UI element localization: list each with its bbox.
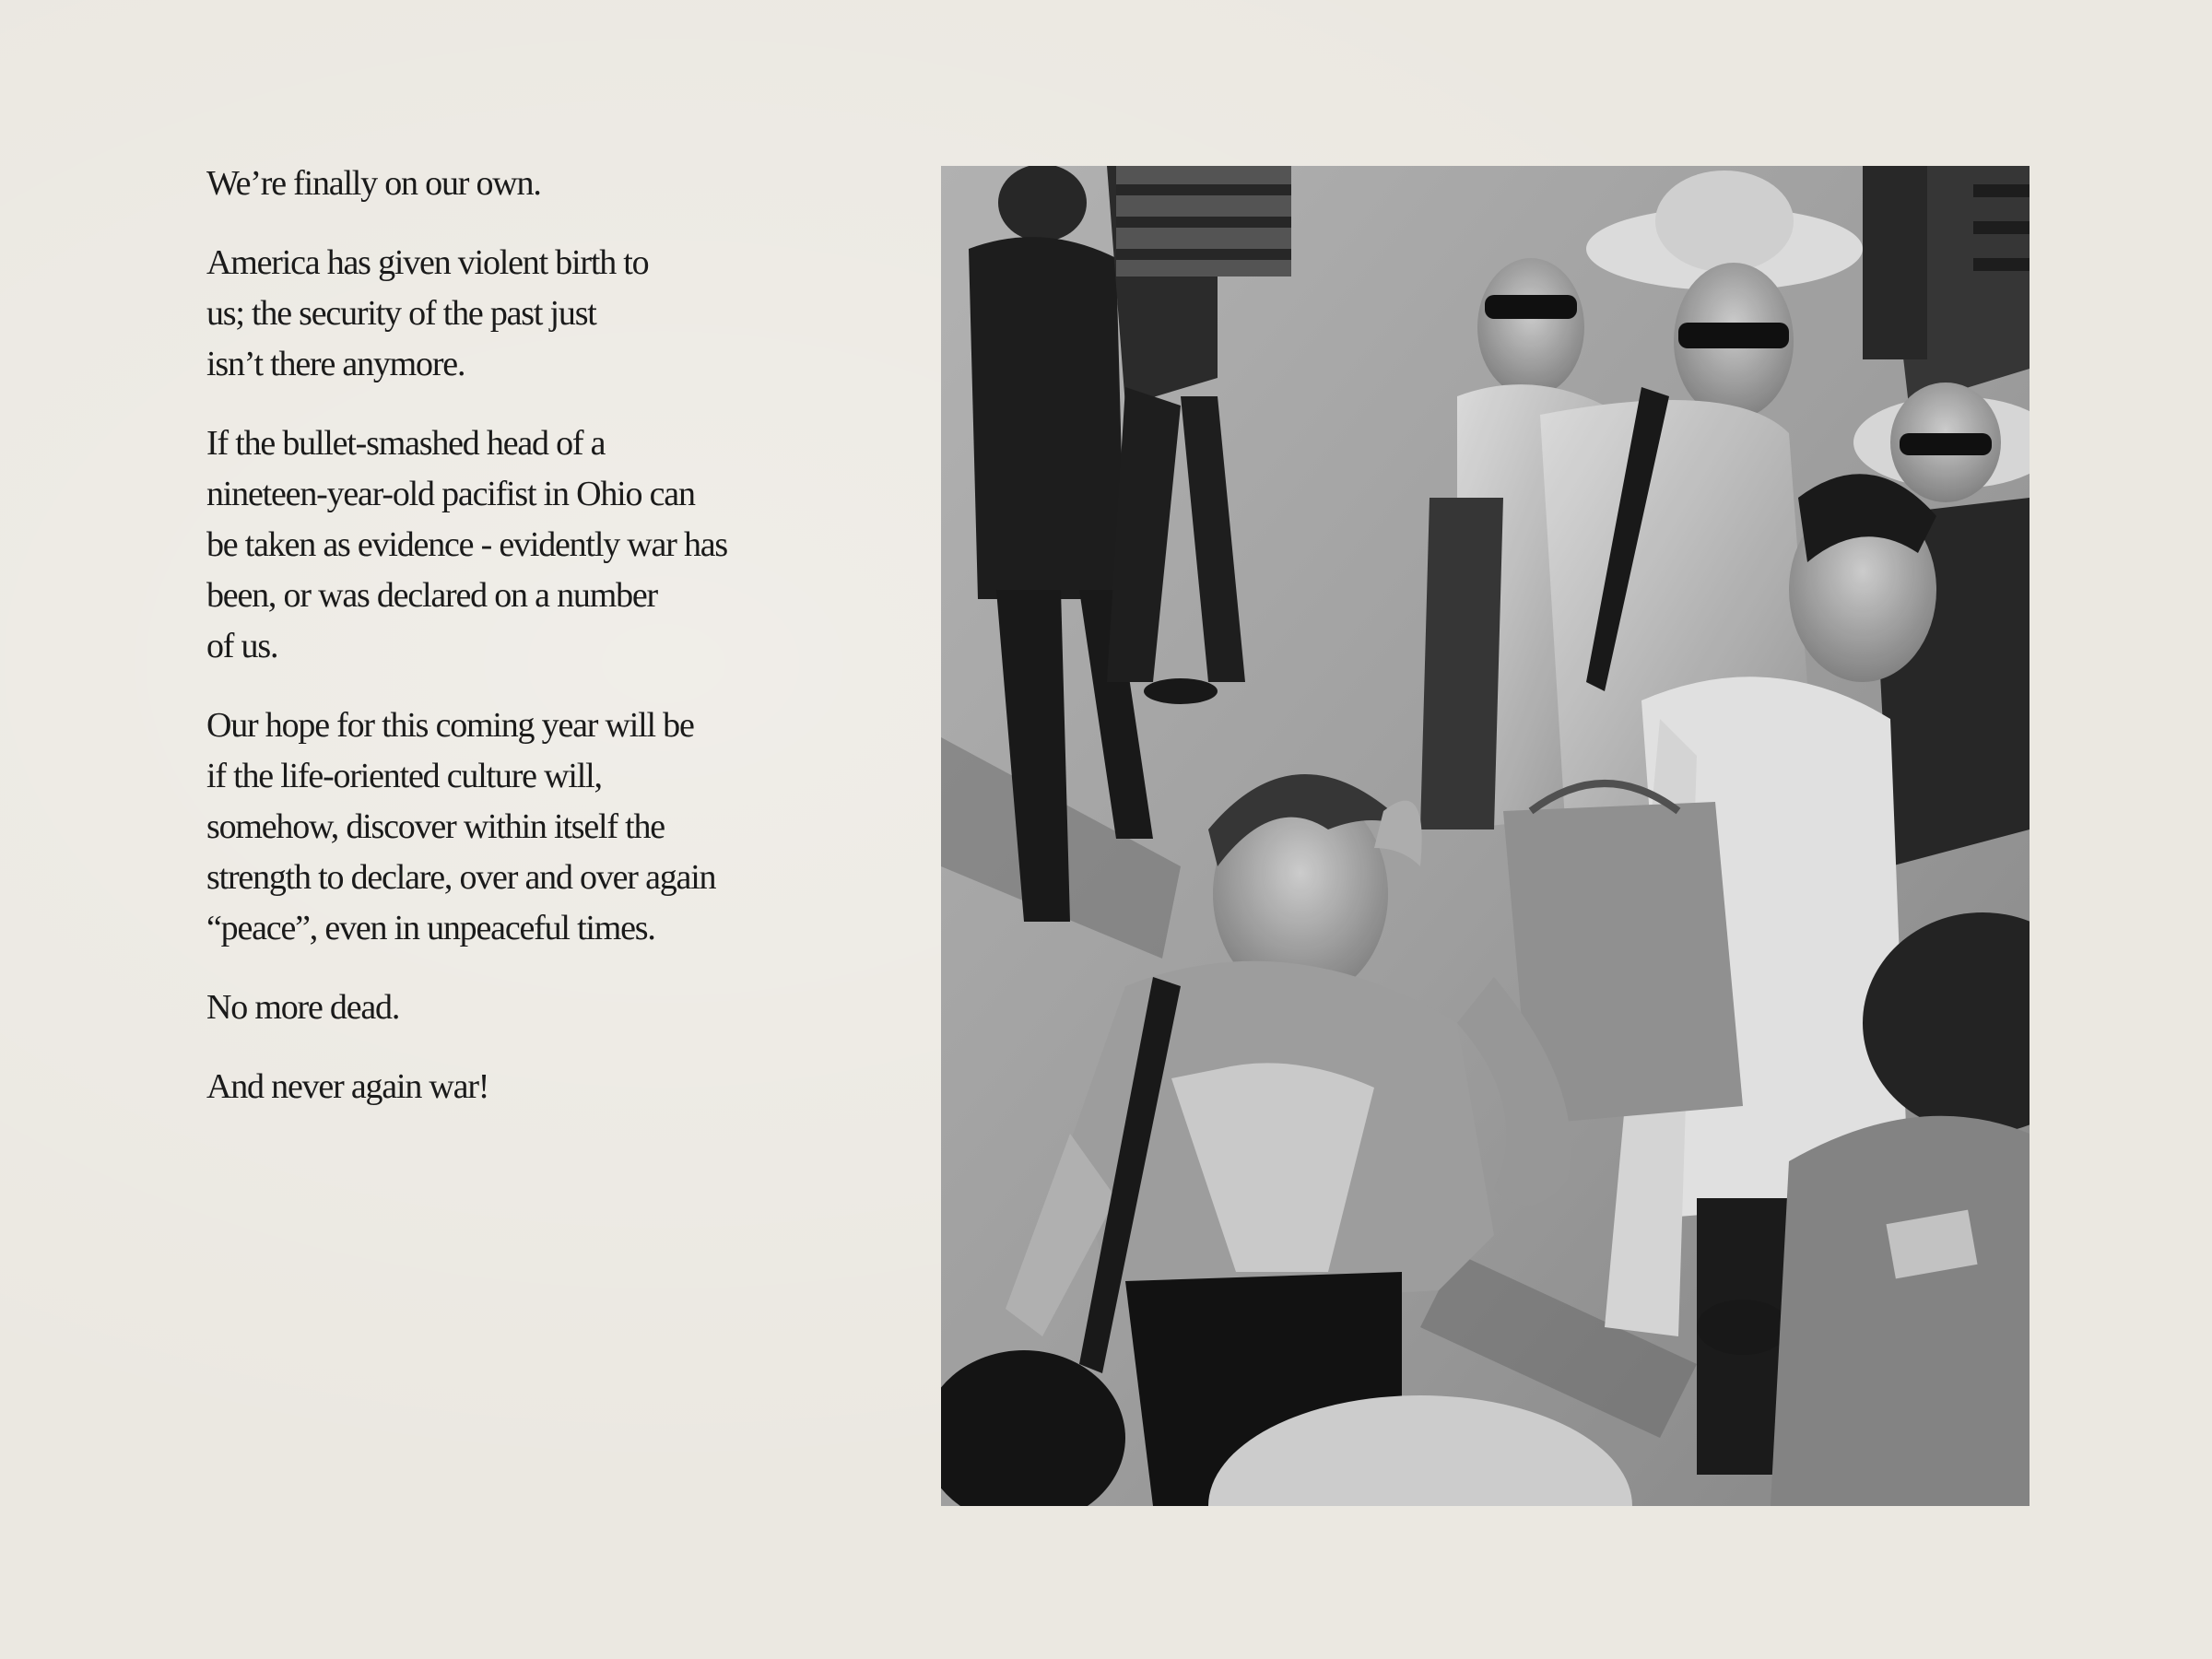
- paragraph-opening: [206, 159, 888, 209]
- text-line: of us.: [206, 627, 278, 665]
- text-line: nineteen-year-old pacifist in Ohio can: [206, 475, 695, 513]
- text-line: “peace”, even in unpeaceful times.: [206, 909, 655, 947]
- photo-illustration: [941, 166, 2030, 1506]
- text-line: And never again war!: [206, 1067, 489, 1106]
- text-line: be taken as evidence - evidently war has: [206, 525, 728, 564]
- paragraph-never-again: [206, 1062, 888, 1112]
- text-line: strength to declare, over and over again: [206, 858, 716, 897]
- text-line: We’re finally on our own.: [206, 164, 541, 203]
- paragraph-no-more-dead: [206, 982, 888, 1033]
- poem-text-column: [206, 159, 888, 1141]
- text-line: America has given violent birth to: [206, 243, 649, 282]
- paragraph-america: [206, 238, 888, 390]
- protest-crowd-photo: [941, 166, 2030, 1506]
- text-line: if the life-oriented culture will,: [206, 757, 602, 795]
- text-line: No more dead.: [206, 988, 400, 1027]
- text-line: us; the security of the past just: [206, 294, 596, 333]
- paragraph-hope: [206, 700, 888, 954]
- text-line: been, or was declared on a number: [206, 576, 658, 615]
- text-line: If the bullet-smashed head of a: [206, 424, 606, 463]
- text-line: isn’t there anymore.: [206, 345, 465, 383]
- paragraph-ohio: [206, 418, 888, 672]
- text-line: somehow, discover within itself the: [206, 807, 665, 846]
- text-line: Our hope for this coming year will be: [206, 706, 694, 745]
